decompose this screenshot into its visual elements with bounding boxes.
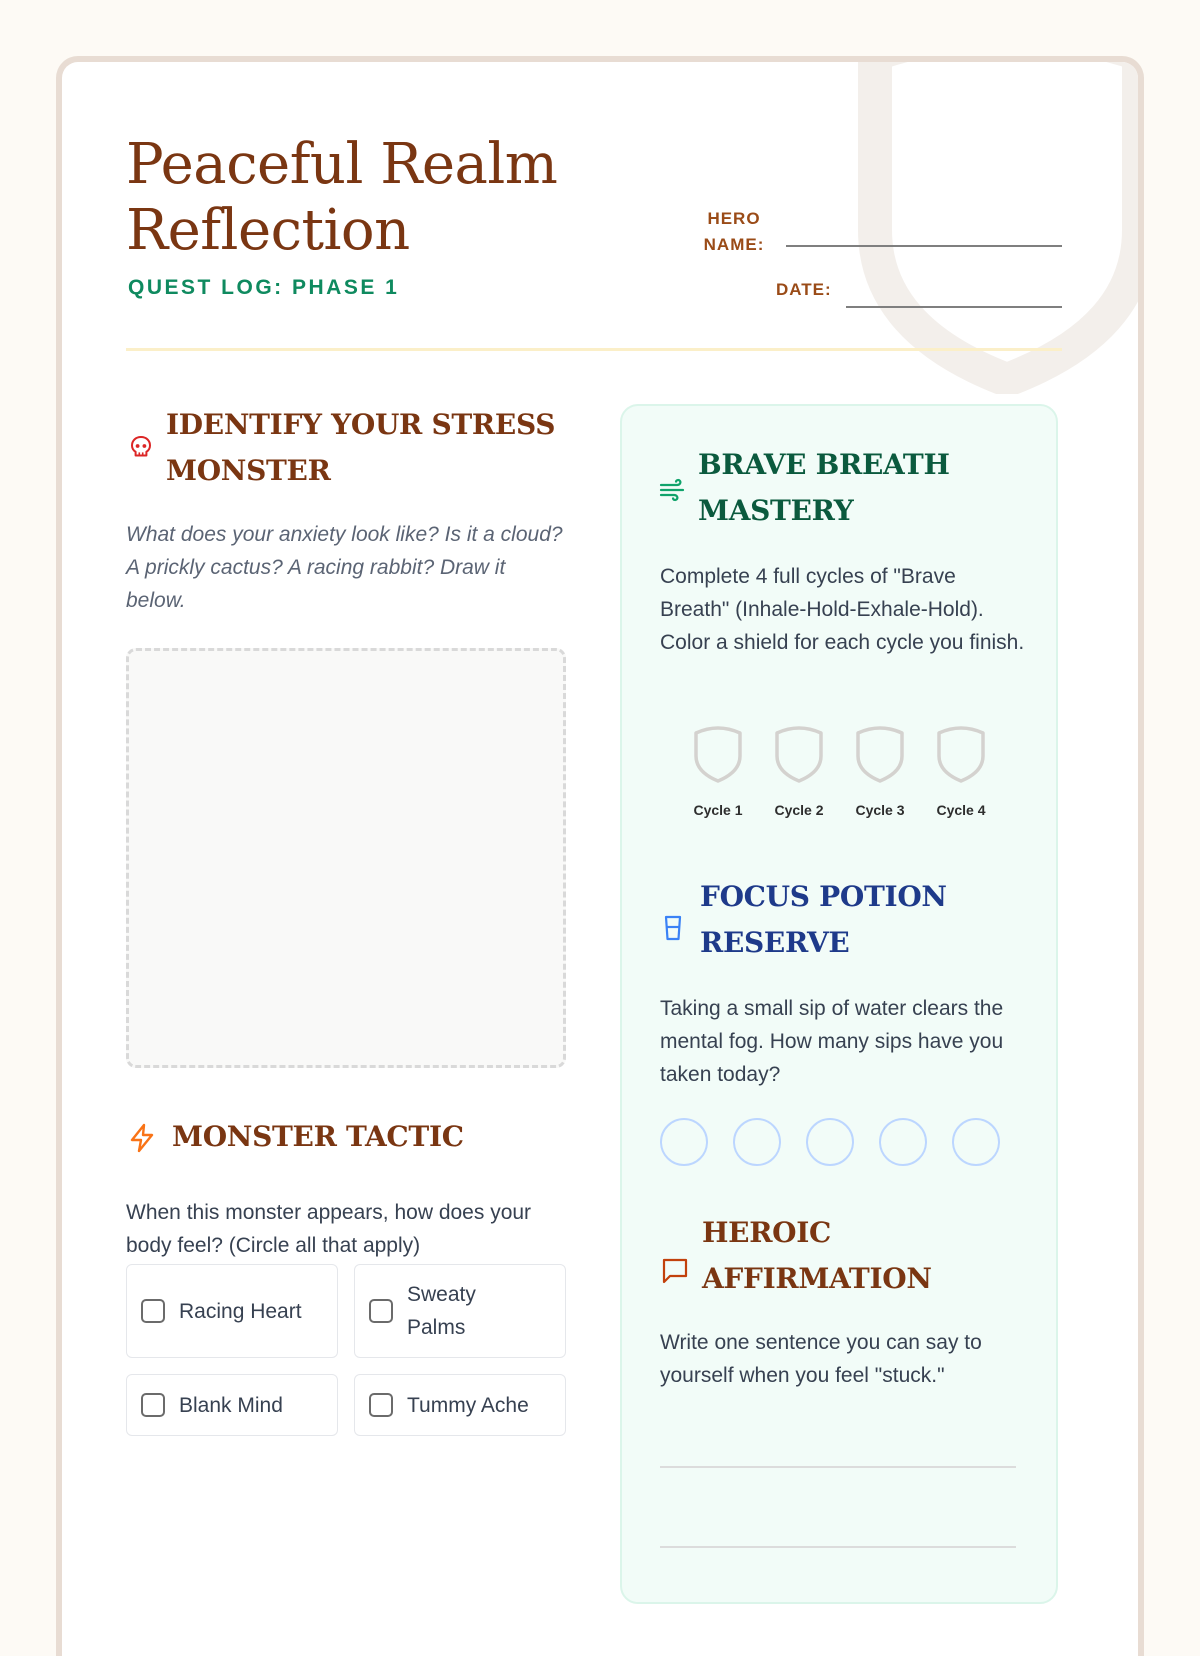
skull-icon — [128, 434, 154, 460]
sip-circle-4[interactable] — [879, 1118, 927, 1166]
checkbox[interactable] — [141, 1393, 165, 1417]
option-blank-mind[interactable]: Blank Mind — [126, 1374, 338, 1436]
page-title: Peaceful Realm Reflection — [126, 132, 558, 263]
shield-cycle-1[interactable]: Cycle 1 — [683, 724, 753, 818]
sip-circle-2[interactable] — [733, 1118, 781, 1166]
brave-breath-text: Complete 4 full cycles of "Brave Breath" (Inhale-Hold-Exhale-Hold). Color a shield for each cycle you finish. — [660, 565, 1025, 654]
hero-name-field[interactable] — [786, 245, 1062, 247]
cup-icon — [662, 914, 684, 942]
monster-tactic-title: MONSTER TACTIC — [172, 1120, 464, 1153]
checkbox[interactable] — [369, 1299, 393, 1323]
stress-monster-title: IDENTIFY YOUR STRESS MONSTER — [166, 408, 556, 487]
option-sweaty-palms[interactable]: Sweaty Palms — [354, 1264, 566, 1358]
wind-icon — [658, 476, 688, 502]
sip-circle-3[interactable] — [806, 1118, 854, 1166]
page-subtitle: QUEST LOG: PHASE 1 — [128, 276, 400, 299]
monster-tactic-prompt: When this monster appears, how does your body feel? (Circle all that apply) — [126, 1201, 532, 1257]
date-field[interactable] — [846, 306, 1062, 308]
shield-cycle-2[interactable]: Cycle 2 — [764, 724, 834, 818]
lightning-icon — [126, 1122, 158, 1154]
affirmation-writing-line-1[interactable] — [660, 1466, 1016, 1468]
focus-potion-title: FOCUS POTION RESERVE — [700, 880, 947, 959]
shield-icon — [692, 724, 744, 784]
option-tummy-ache[interactable]: Tummy Ache — [354, 1374, 566, 1436]
shield-icon — [773, 724, 825, 784]
monster-drawing-area[interactable] — [126, 648, 566, 1068]
header-divider — [126, 348, 1062, 351]
brave-breath-title: BRAVE BREATH MASTERY — [698, 448, 950, 527]
heroic-affirmation-text: Write one sentence you can say to yourself when you feel "stuck." — [660, 1331, 982, 1387]
hero-name-label: HERO NAME: — [703, 209, 765, 254]
speech-bubble-icon — [660, 1256, 690, 1286]
date-label: DATE: — [776, 280, 832, 299]
checkbox[interactable] — [369, 1393, 393, 1417]
sip-circle-1[interactable] — [660, 1118, 708, 1166]
shield-icon — [935, 724, 987, 784]
sip-circle-5[interactable] — [952, 1118, 1000, 1166]
option-racing-heart[interactable]: Racing Heart — [126, 1264, 338, 1358]
focus-potion-text: Taking a small sip of water clears the mental fog. How many sips have you taken today? — [660, 997, 1004, 1086]
shield-cycle-4[interactable]: Cycle 4 — [926, 724, 996, 818]
shield-icon — [854, 724, 906, 784]
stress-monster-prompt: What does your anxiety look like? Is it a cloud? A prickly cactus? A racing rabbit? Draw it below. — [126, 523, 563, 612]
affirmation-writing-line-2[interactable] — [660, 1546, 1016, 1548]
shield-cycle-3[interactable]: Cycle 3 — [845, 724, 915, 818]
worksheet-page — [56, 56, 1144, 1656]
checkbox[interactable] — [141, 1299, 165, 1323]
heroic-affirmation-title: HEROIC AFFIRMATION — [702, 1216, 932, 1295]
background-shield-icon — [857, 56, 1144, 394]
